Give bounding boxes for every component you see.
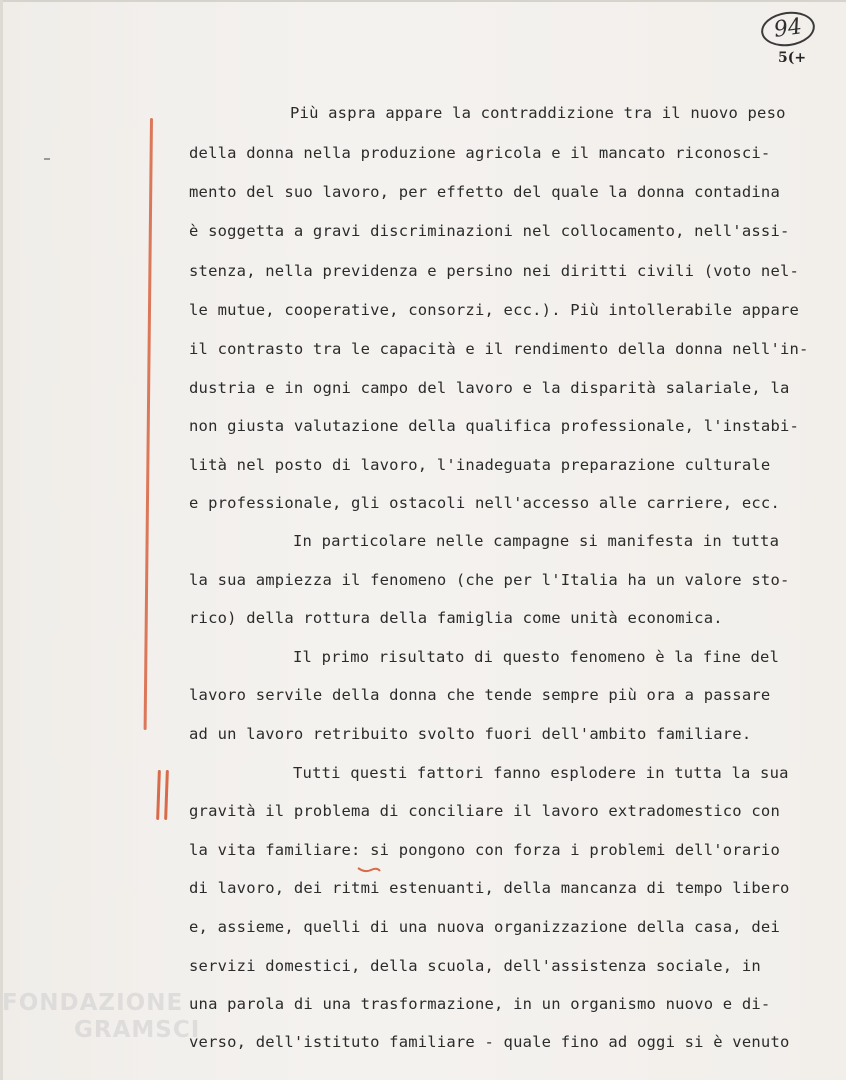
- text-line: e, assieme, quelli di una nuova organizzazione della casa, dei: [189, 918, 780, 936]
- text-line: lavoro servile della donna che tende sempre più ora a passare: [189, 686, 771, 704]
- text-line: rico) della rottura della famiglia come unità economica.: [189, 609, 723, 627]
- watermark-line-1: FONDAZIONE: [2, 990, 184, 1016]
- text-line: lità nel posto di lavoro, l'inadeguata preparazione culturale: [189, 456, 771, 474]
- text-line: verso, dell'istituto familiare - quale fino ad oggi si è venuto: [189, 1033, 790, 1051]
- text-line: di lavoro, dei ritmi estenuanti, della mancanza di tempo libero: [189, 879, 790, 897]
- text-line: non giusta valutazione della qualifica professionale, l'instabi-: [189, 417, 800, 435]
- text-line: ad un lavoro retribuito svolto fuori dell'ambito familiare.: [189, 725, 752, 743]
- sheet-number: 5(+: [778, 50, 807, 66]
- watermark-line-2: GRAMSCI: [74, 1017, 201, 1043]
- text-line: Tutti questi fattori fanno esplodere in tutta la sua: [293, 764, 789, 782]
- text-line: dustria e in ogni campo del lavoro e la disparità salariale, la: [189, 379, 790, 397]
- text-line: gravità il problema di conciliare il lavoro extradomestico con: [189, 802, 780, 820]
- circled-page-number-text: 94: [772, 14, 804, 43]
- text-line: della donna nella produzione agricola e il mancato riconosci-: [189, 144, 771, 162]
- text-line: è soggetta a gravi discriminazioni nel collocamento, nell'assi-: [189, 222, 790, 240]
- text-line: servizi domestici, della scuola, dell'assistenza sociale, in: [189, 957, 761, 975]
- text-line: In particolare nelle campagne si manifesta in tutta: [293, 532, 780, 550]
- text-line: stenza, nella previdenza e persino nei diritti civili (voto nel-: [189, 262, 800, 280]
- text-line: il contrasto tra le capacità e il rendimento della donna nell'in-: [189, 340, 809, 358]
- text-line: la vita familiare: si pongono con forza i problemi dell'orario: [189, 841, 780, 859]
- text-line: Il primo risultato di questo fenomeno è la fine del: [293, 648, 780, 666]
- text-line: una parola di una trasformazione, in un organismo nuovo e di-: [189, 995, 771, 1013]
- text-line: la sua ampiezza il fenomeno (che per l'Italia ha un valore sto-: [189, 571, 790, 589]
- text-line: mento del suo lavoro, per effetto del quale la donna contadina: [189, 183, 780, 201]
- fondazione-gramsci-watermark: [2, 990, 200, 1044]
- text-line: Più aspra appare la contraddizione tra il nuovo peso: [290, 104, 786, 122]
- text-line: le mutue, cooperative, consorzi, ecc.). Più intollerabile appare: [189, 301, 800, 319]
- text-line: e professionale, gli ostacoli nell'accesso alle carriere, ecc.: [189, 494, 780, 512]
